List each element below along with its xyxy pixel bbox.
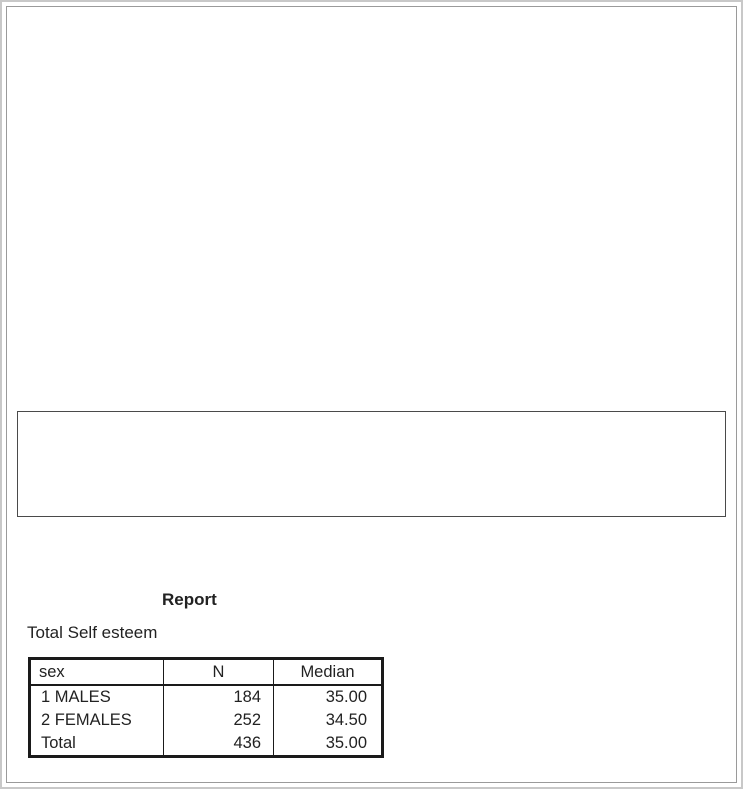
header-n: N xyxy=(164,659,274,686)
row-label: 1 MALES xyxy=(30,685,164,709)
row-n: 436 xyxy=(164,732,274,757)
row-median: 34.50 xyxy=(325,711,367,729)
row-label: Total xyxy=(30,732,164,757)
report-title: Report xyxy=(162,590,217,609)
header-median: Median xyxy=(274,659,383,686)
table-row xyxy=(30,685,383,709)
row-median: 35.00 xyxy=(325,734,367,752)
report-table xyxy=(28,657,384,758)
table-header-row xyxy=(30,659,383,686)
row-n: 252 xyxy=(164,709,274,732)
row-median: 35.00 xyxy=(325,688,367,706)
report-subtitle: Total Self esteem xyxy=(27,623,158,642)
table-row xyxy=(30,732,383,757)
row-n: 184 xyxy=(164,685,274,709)
header-sex: sex xyxy=(30,659,164,686)
table-row xyxy=(30,709,383,732)
empty-output-box xyxy=(17,411,726,517)
row-label: 2 FEMALES xyxy=(30,709,164,732)
